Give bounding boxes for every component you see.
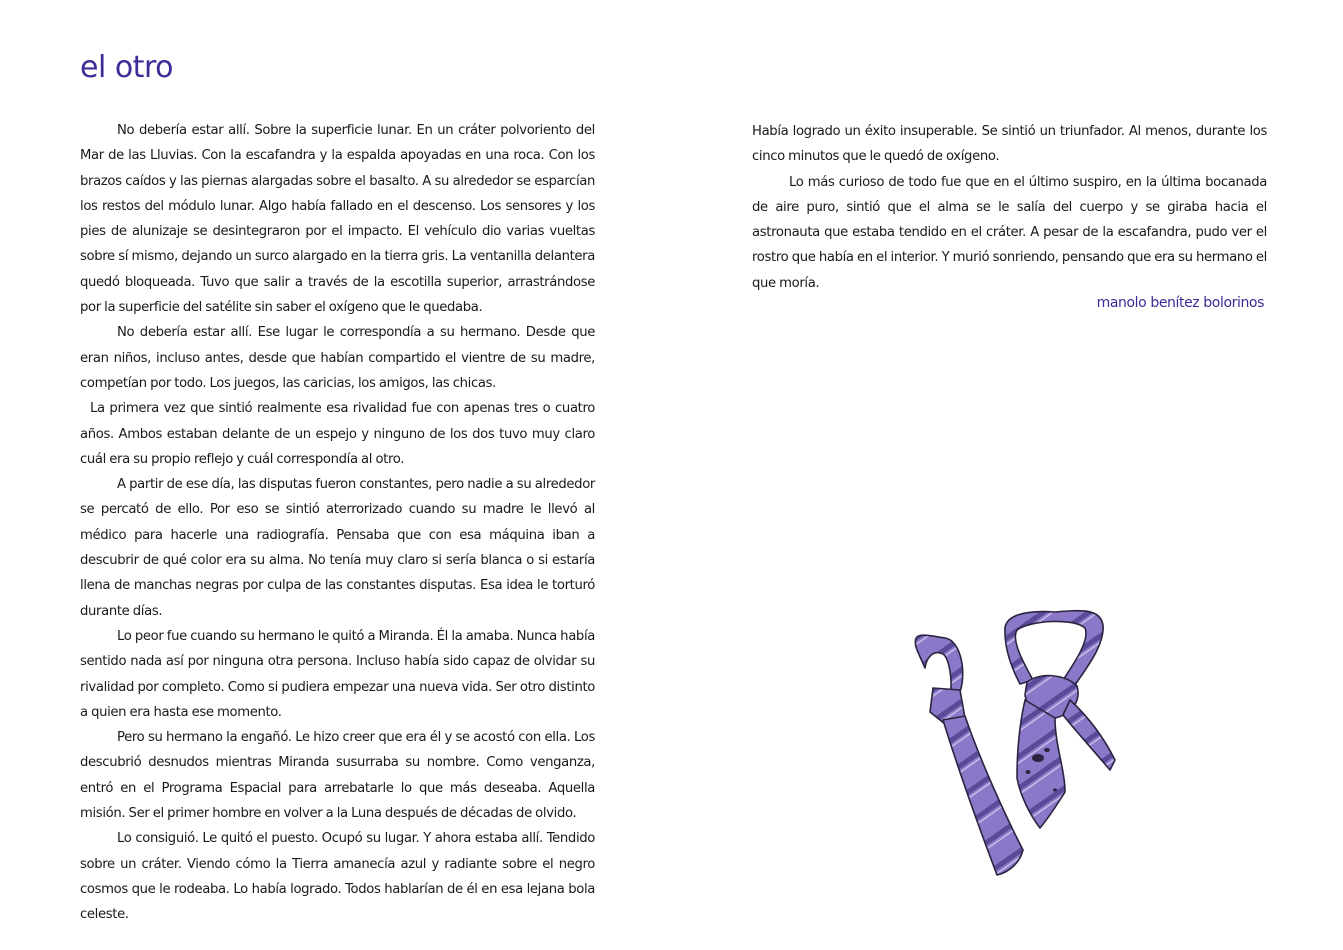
author-signature: manolo benítez bolorinos xyxy=(1096,295,1264,311)
right-tie xyxy=(1005,611,1115,828)
paragraph: Lo peor fue cuando su hermano le quitó a Miranda. Él la amaba. Nunca había sentido nada así por ninguna otra persona. Incluso había sido capaz de olvidar su rivalidad por completo. Como si pudiera empezar una nueva vida. Ser otro distinto a quien era hasta ese momento. xyxy=(80,628,595,720)
paragraph: No debería estar allí. Ese lugar le correspondía a su hermano. Desde que eran niños, incluso antes, desde que habían compartido el vientre de su madre, competían por todo. Los juegos, las caricias, los amigos, las chicas. xyxy=(80,325,595,391)
paragraph: No debería estar allí. Sobre la superficie lunar. En un cráter polvoriento del Mar de las Lluvias. Con la escafandra y la espalda apoyadas en una roca. Con los brazos caídos y las piernas alargadas sobre el basalto. A su alrededor se esparcían los restos del módulo lunar. Algo había fallado en el descenso. Los sensores y los pies de alunizaje se desintegraron por el impacto. El vehículo dio varias vueltas sobre sí mismo, dejando un surco alargado en la tierra gris. La ventanilla delantera quedó bloqueada. Tuvo que salir a través de la escotilla superior, arrastrándose por la superficie del satélite sin saber el oxígeno que le quedaba. xyxy=(80,123,595,316)
paragraph: Lo consiguió. Le quitó el puesto. Ocupó su lugar. Y ahora estaba allí. Tendido sobre un cráter. Viendo cómo la Tierra amanecía azul y radiante sobre el negro cosmos que le rodeaba. Lo había logrado. Todos hablarían de él en esa lejana bola celeste. xyxy=(80,831,595,923)
left-text-column xyxy=(80,118,595,928)
neckties-icon xyxy=(905,600,1125,885)
left-tie xyxy=(915,635,1023,875)
paragraph: Había logrado un éxito insuperable. Se sintió un triunfador. Al menos, durante los cinco minutos que le quedó de oxígeno. xyxy=(752,124,1267,165)
paragraph: A partir de ese día, las disputas fueron constantes, pero nadie a su alrededor se percató de ello. Por eso se sintió aterrorizado cuando su madre le llevó al médico para hacerle una radiografía. Pensaba que con esa máquina iban a descubrir de qué color era su alma. No tenía muy claro si sería blanca o si estaría llena de manchas negras por culpa de las constantes disputas. Esa idea le torturó durante días. xyxy=(80,477,595,619)
story-title: el otro xyxy=(80,50,173,85)
paragraph: Pero su hermano la engañó. Le hizo creer que era él y se acostó con ella. Los descubrió desnudos mientras Miranda susurraba su nombre. Como venganza, entró en el Programa Espacial para arrebatarle lo que más deseaba. Aquella misión. Ser el primer hombre en volver a la Luna después de décadas de olvido. xyxy=(80,730,595,822)
paragraph: Lo más curioso de todo fue que en el último suspiro, en la última bocanada de aire puro, sintió que el alma se le salía del cuerpo y se giraba hacia el astronauta que estaba tendido en el cráter. A pesar de la escafandra, pudo ver el rostro que había en el interior. Y murió sonriendo, pensando que era su hermano el que moría. xyxy=(752,174,1267,291)
right-text-column xyxy=(752,119,1267,296)
paragraph: La primera vez que sintió realmente esa rivalidad fue con apenas tres o cuatro años. Ambos estaban delante de un espejo y ninguno de los dos tuvo muy claro cuál era su propio reflejo y cuál correspondía al otro. xyxy=(80,401,595,467)
